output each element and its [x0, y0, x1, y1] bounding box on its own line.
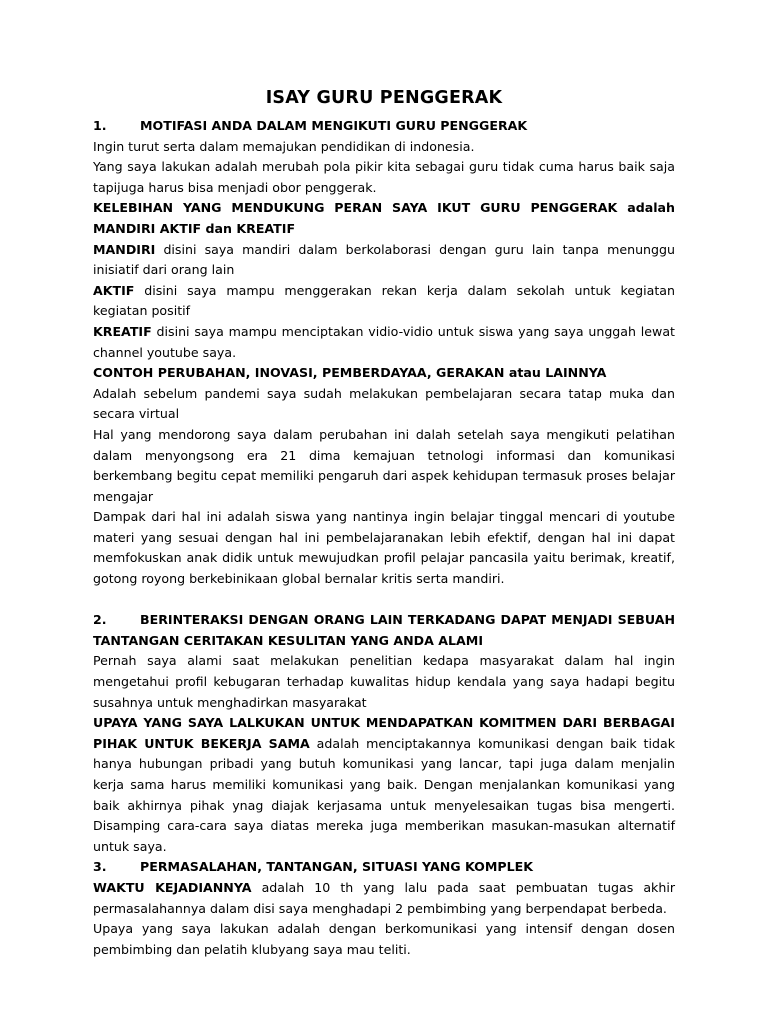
- kreatif-paragraph: [93, 322, 675, 363]
- document-title: ISAY GURU PENGGERAK: [265, 88, 503, 108]
- aktif-paragraph: [93, 281, 675, 322]
- section-2-paragraph-1: Pernah saya alami saat melakukan penelitian kedapa masyarakat dalam hal ingin mengetahui profil kebugaran terhadap kuwalitas hidup kendala yang saya hadapi begitu susahnya untuk menghadirkan masyarakat: [93, 653, 675, 710]
- document-body: [93, 116, 675, 960]
- kreatif-label: KREATIF: [93, 323, 152, 339]
- mandiri-label: MANDIRI: [93, 241, 156, 257]
- kelebihan-heading: KELEBIHAN YANG MENDUKUNG PERAN SAYA IKUT GURU PENGGERAK adalah MANDIRI AKTIF dan KREATIF: [93, 200, 675, 236]
- section-3-heading: [93, 857, 675, 878]
- section-1-paragraph-2: Yang saya lakukan adalah merubah pola pikir kita sebagai guru tidak cuma harus baik saja tapijuga harus bisa menjadi obor penggerak.: [93, 159, 675, 195]
- section-3-title: PERMASALAHAN, TANTANGAN, SITUASI YANG KOMPLEK: [140, 859, 534, 875]
- section-spacer: [93, 590, 675, 611]
- section-1-number: 1.: [93, 118, 107, 133]
- section-1-paragraph-3: Adalah sebelum pandemi saya sudah melakukan pembelajaran secara tatap muka dan secara virtual: [93, 385, 675, 422]
- aktif-text: disini saya mampu menggerakan rekan kerja dalam sekolah untuk kegiatan kegiatan positif: [93, 282, 675, 319]
- upaya-label: UPAYA YANG SAYA LALKUKAN UNTUK MENDAPATKAN KOMITMEN DARI BERBAGAI PIHAK UNTUK BEKERJA SAMA: [93, 715, 675, 751]
- section-1-paragraph-4: Hal yang mendorong saya dalam perubahan ini dalah setelah saya mengikuti pelatihan dalam menyongsong era 21 dima kemajuan tetnologi informasi dan komunikasi berkembang begitu cepat memiliki pengaruh dari aspek kehidupan termasuk proses belajar mengajar: [93, 426, 675, 504]
- section-2-heading: [93, 610, 675, 651]
- section-3-number: 3.: [93, 859, 107, 875]
- waktu-text: adalah 10 th yang lalu pada saat pembuatan tugas akhir permasalahannya dalam disi saya menghadapi 2 pembimbing yang berpendapat berbeda.: [93, 879, 676, 916]
- waktu-label: WAKTU KEJADIANNYA: [93, 879, 252, 895]
- mandiri-paragraph: [93, 240, 675, 281]
- upaya-text: adalah menciptakannya komunikasi dengan baik tidak hanya hubungan pribadi yang butuh komunikasi yang lancar, tapi juga dalam menjalin kerja sama harus memiliki komunikasi yang baik. Dengan menjalankan komunikasi yang baik akhirnya pihak ynag diajak kerjasama untuk menyelesaikan tugas bisa mengerti. Disamping cara-cara saya diatas mereka juga memberikan masukan-masukan alternatif untuk saya.: [93, 735, 675, 854]
- section-1-paragraph-5: Dampak dari hal ini adalah siswa yang nantinya ingin belajar tinggal mencari di youtube materi yang sesuai dengan hal ini pembelajaranakan lebih efektif, dengan hal ini dapat memfokuskan anak didik untuk mewujudkan profil pelajar pancasila yaitu berimak, kreatif, gotong royong berkebinikaan global bernalar kritis serta mandiri.: [93, 509, 675, 587]
- section-2-title: BERINTERAKSI DENGAN ORANG LAIN TERKADANG DAPAT MENJADI SEBUAH TANTANGAN CERITAKAN KESULITAN YANG ANDA ALAMI: [93, 612, 675, 648]
- mandiri-text: disini saya mandiri dalam berkolaborasi dengan guru lain tanpa menunggu inisiatif dari orang lain: [93, 241, 675, 278]
- aktif-label: AKTIF: [93, 282, 135, 298]
- section-1-title: MOTIFASI ANDA DALAM MENGIKUTI GURU PENGGERAK: [140, 118, 528, 133]
- section-2-number: 2.: [93, 612, 107, 628]
- upaya-paragraph: [93, 713, 675, 857]
- section-3-paragraph-1: Upaya yang saya lakukan adalah dengan berkomunikasi yang intensif dengan dosen pembimbing dan pelatih klubyang saya mau teliti.: [93, 921, 675, 957]
- contoh-heading: CONTOH PERUBAHAN, INOVASI, PEMBERDAYAA, GERAKAN atau LAINNYA: [93, 365, 607, 381]
- section-1-paragraph-1: Ingin turut serta dalam memajukan pendidikan di indonesia.: [93, 138, 475, 154]
- kreatif-text: disini saya mampu menciptakan vidio-vidio untuk siswa yang saya unggah lewat channel youtube saya.: [93, 323, 675, 360]
- section-1-heading: [93, 116, 675, 137]
- waktu-paragraph: [93, 878, 675, 919]
